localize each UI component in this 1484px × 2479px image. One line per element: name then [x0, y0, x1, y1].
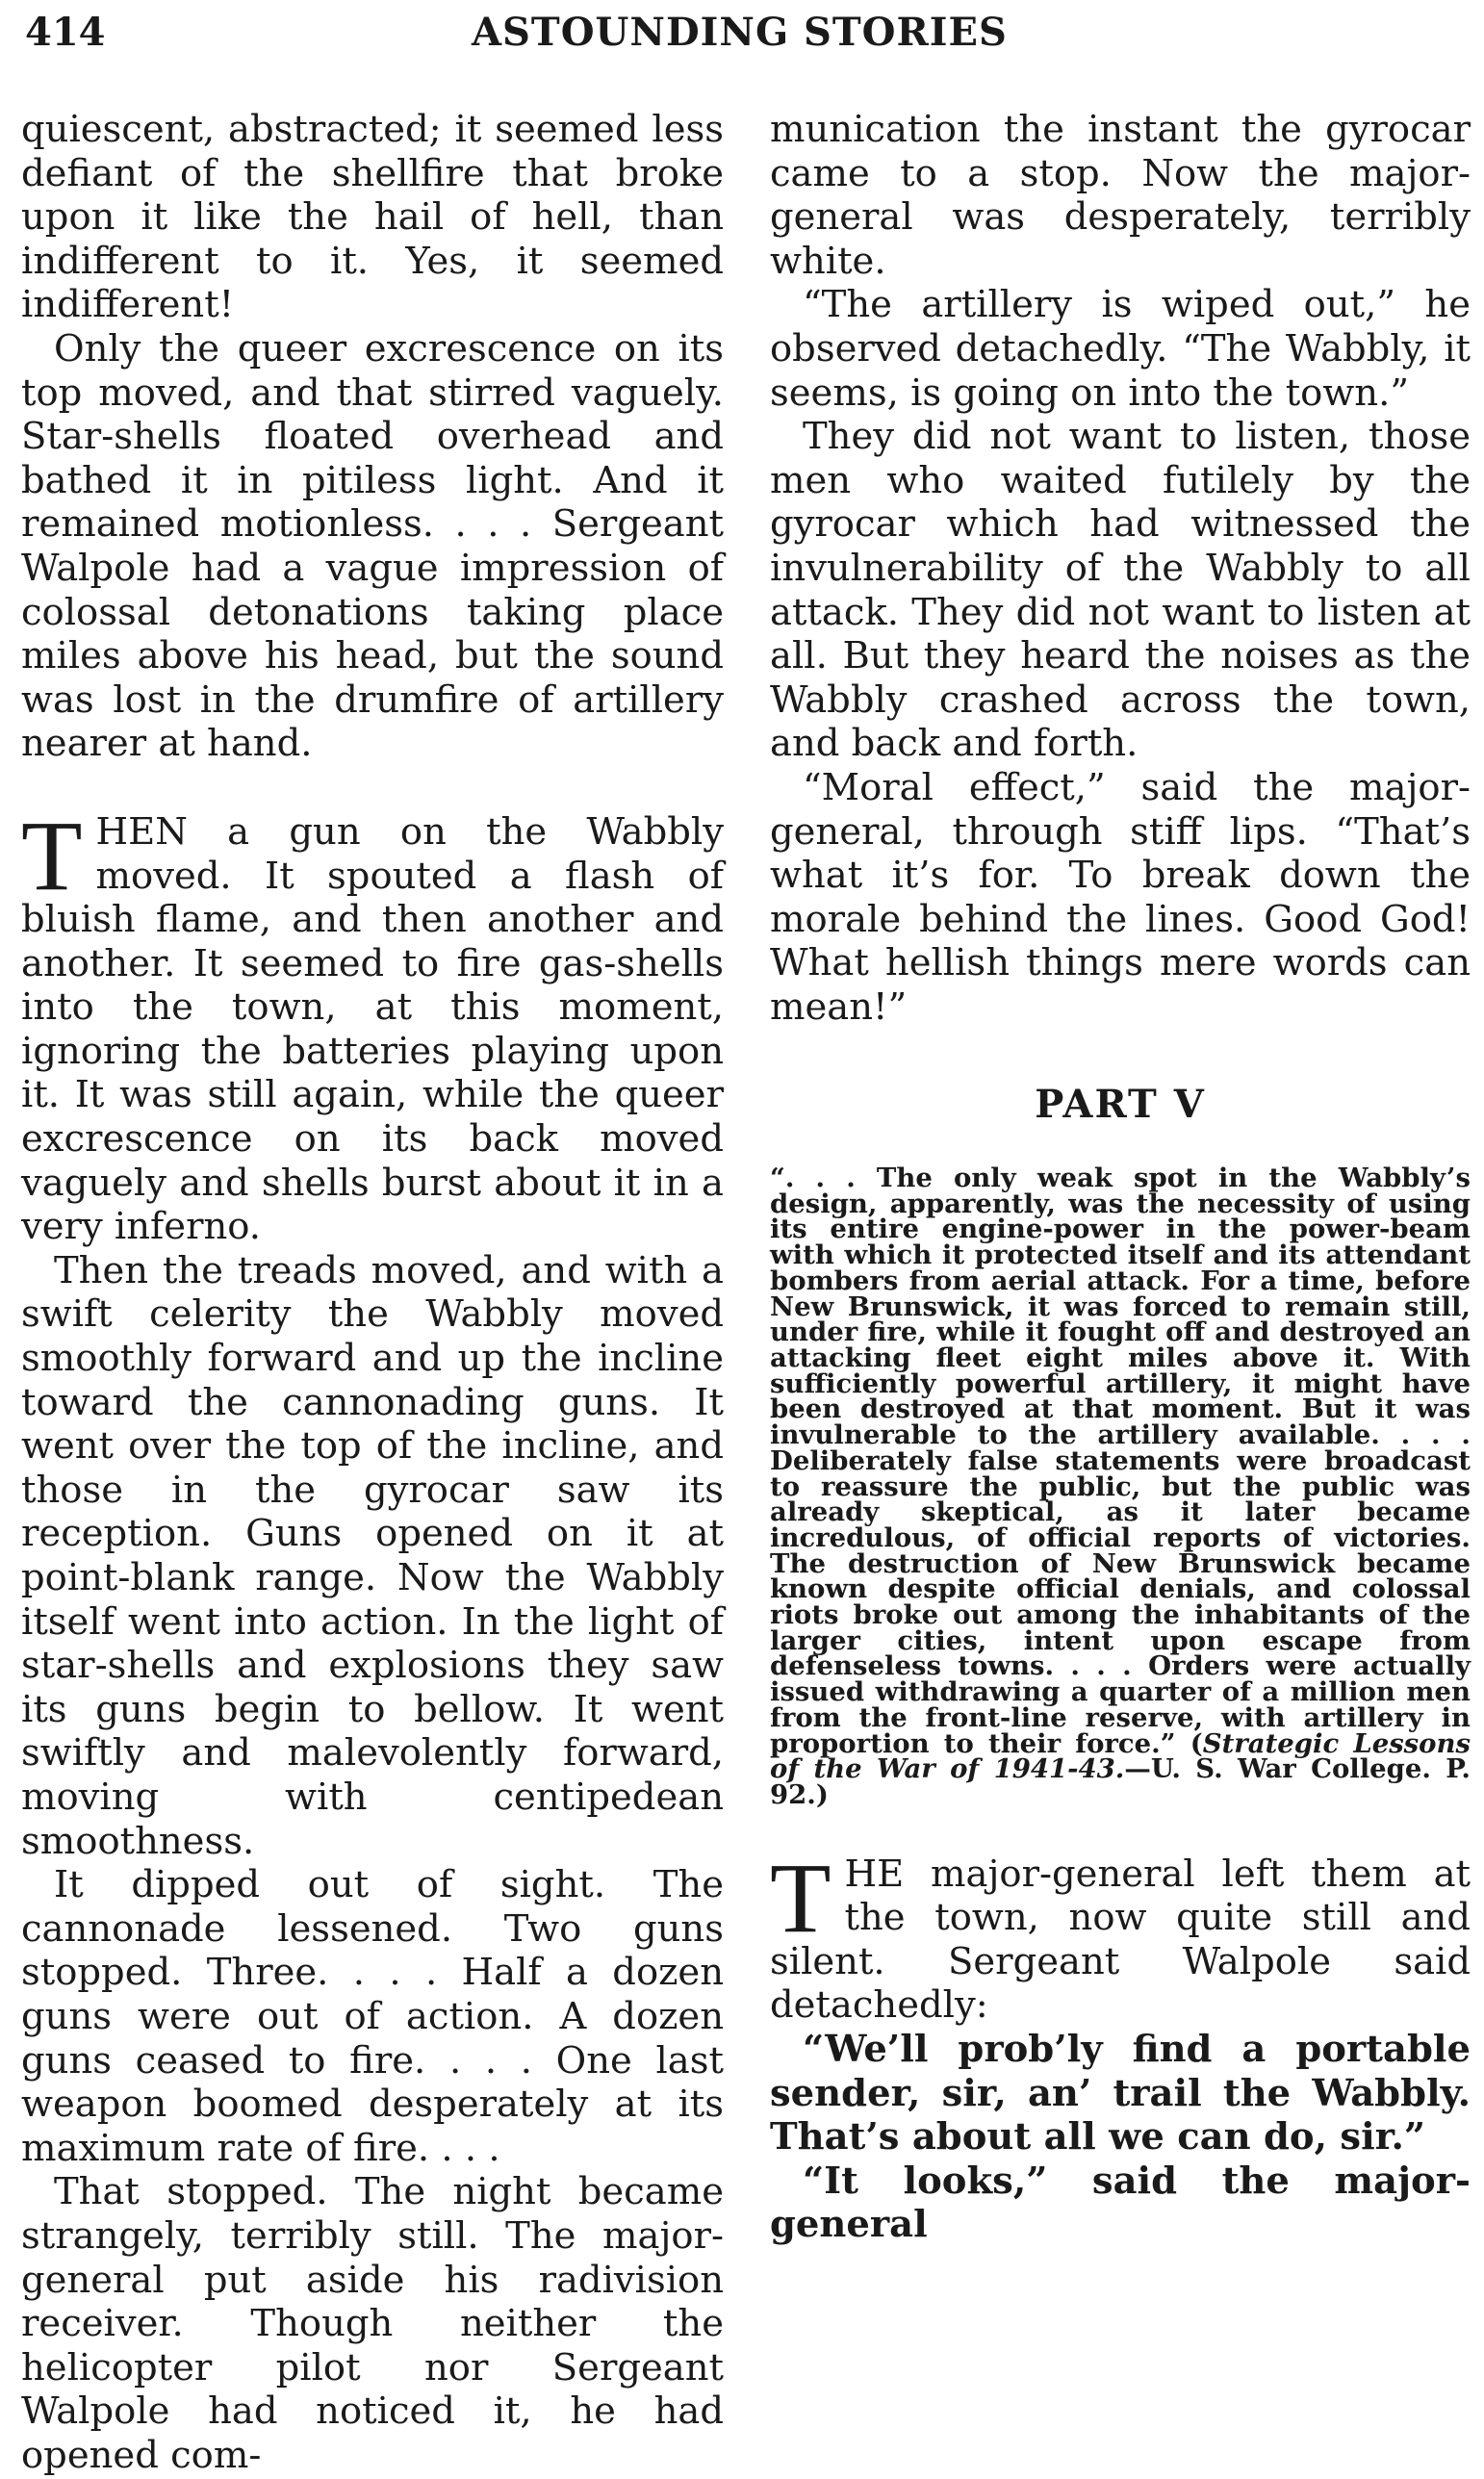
quote-citation-title: Strategic Lessons of the War of 1941-43.: [770, 1727, 1471, 1785]
paragraph: It dipped out of sight. The cannonade lessened. Two guns stopped. Three. . . . Half a dozen guns were out of action. A dozen guns ceased to fire. . . . One last weapon boomed desperately at its maximum rate of fire. . . .: [21, 1863, 724, 2170]
right-column: [770, 108, 1471, 2247]
paragraph: That stopped. The night became strangely, terribly still. The major-general put aside his radivision receiver. Though neither the helicopter pilot nor Sergeant Walpole had noticed it, he had opened com-: [21, 2170, 724, 2477]
paragraph-text: HEN a gun on the Wabbly moved. It spouted a flash of bluish flame, and then another and another. It seemed to fire gas-shells into the town, at this moment, ignoring the batteries playing upon it. It was still again, while the queer excrescence on its back moved vaguely and shells burst about it in a very inferno.: [21, 809, 724, 1249]
drop-cap: T: [770, 1842, 832, 1954]
page-header: [0, 0, 1484, 67]
quote-citation-source: —U. S. War College. P. 92.): [770, 1753, 1471, 1810]
paragraph: Then the treads moved, and with a swift celerity the Wabbly moved smoothly forward and up the incline toward the cannonading guns. It went over the top of the incline, and those in the gyrocar saw its reception. Guns opened on it at point-blank range. Now the Wabbly itself went into action. In the light of star-shells and explosions they saw its guns begin to bellow. It went swiftly and malevolently forward, moving with centipedean smoothness.: [21, 1248, 724, 1863]
epigraph-quote: [770, 1165, 1471, 1808]
page-number: 414: [25, 10, 106, 55]
quote-text: “. . . The only weak spot in the Wabbly’s design, apparently, was the necessity of using its entire engine-power in the power-beam with which it protected itself and its attendant bombers from aerial attack. For a time, before New Brunswick, it was forced to remain still, under fire, while it fought off and destroyed an attacking fleet eight miles above it. With sufficiently powerful artillery, it might have been destroyed at that moment. But it was invulnerable to the artillery available. . . . Deliberately false statements were broadcast to reassure the public, but the public was already skeptical, as it later became incredulous, of official reports of victories. The destruction of New Brunswick became known despite official denials, and colossal riots broke out among the inhabitants of the larger cities, intent upon escape from defenseless towns. . . . Orders were actually issued withdrawing a quarter of a million men from the front-line reserve, with artillery in proportion to their force.” (: [770, 1163, 1471, 1759]
paragraph: “It looks,” said the major-general: [770, 2159, 1471, 2247]
paragraph-with-drop-cap: [21, 800, 724, 1249]
paragraph: quiescent, abstracted; it seemed less defiant of the shellfire that broke upon it like the hail of hell, than indifferent to it. Yes, it seemed indifferent!: [21, 108, 724, 327]
paragraph: “Moral effect,” said the major-general, through stiff lips. “That’s what it’s for. To break down the morale behind the lines. Good God! What hellish things mere words can mean!”: [770, 765, 1471, 1029]
paragraph: Only the queer excrescence on its top moved, and that stirred vaguely. Star-shells floated overhead and bathed it in pitiless light. And it remained motionless. . . . Sergeant Walpole had a vague impression of colossal detonations taking place miles above his head, but the sound was lost in the drumfire of artillery nearer at hand.: [21, 326, 724, 766]
paragraph: “We’ll prob’ly find a portable sender, sir, an’ trail the Wabbly. That’s about all we can do, sir.”: [770, 2028, 1471, 2160]
drop-cap: T: [21, 800, 83, 911]
left-column: [21, 108, 724, 2477]
section-break: [21, 766, 724, 810]
paragraph: “The artillery is wiped out,” he observed detachedly. “The Wabbly, it seems, is going on into the town.”: [770, 283, 1471, 415]
paragraph: They did not want to listen, those men who waited futilely by the gyrocar which had witnessed the invulnerability of the Wabbly to all attack. They did not want to listen at all. But they heard the noises as the Wabbly crashed across the town, and back and forth.: [770, 415, 1471, 766]
paragraph-text: HE major-general left them at the town, now quite still and silent. Sergeant Walpole said detachedly:: [770, 1852, 1471, 2028]
paragraph: munication the instant the gyrocar came to a stop. Now the major-general was desperately, terribly white.: [770, 108, 1471, 283]
part-heading: PART V: [1035, 1082, 1206, 1128]
paragraph-with-drop-cap: [770, 1842, 1471, 2028]
running-title: ASTOUNDING STORIES: [472, 10, 1008, 55]
